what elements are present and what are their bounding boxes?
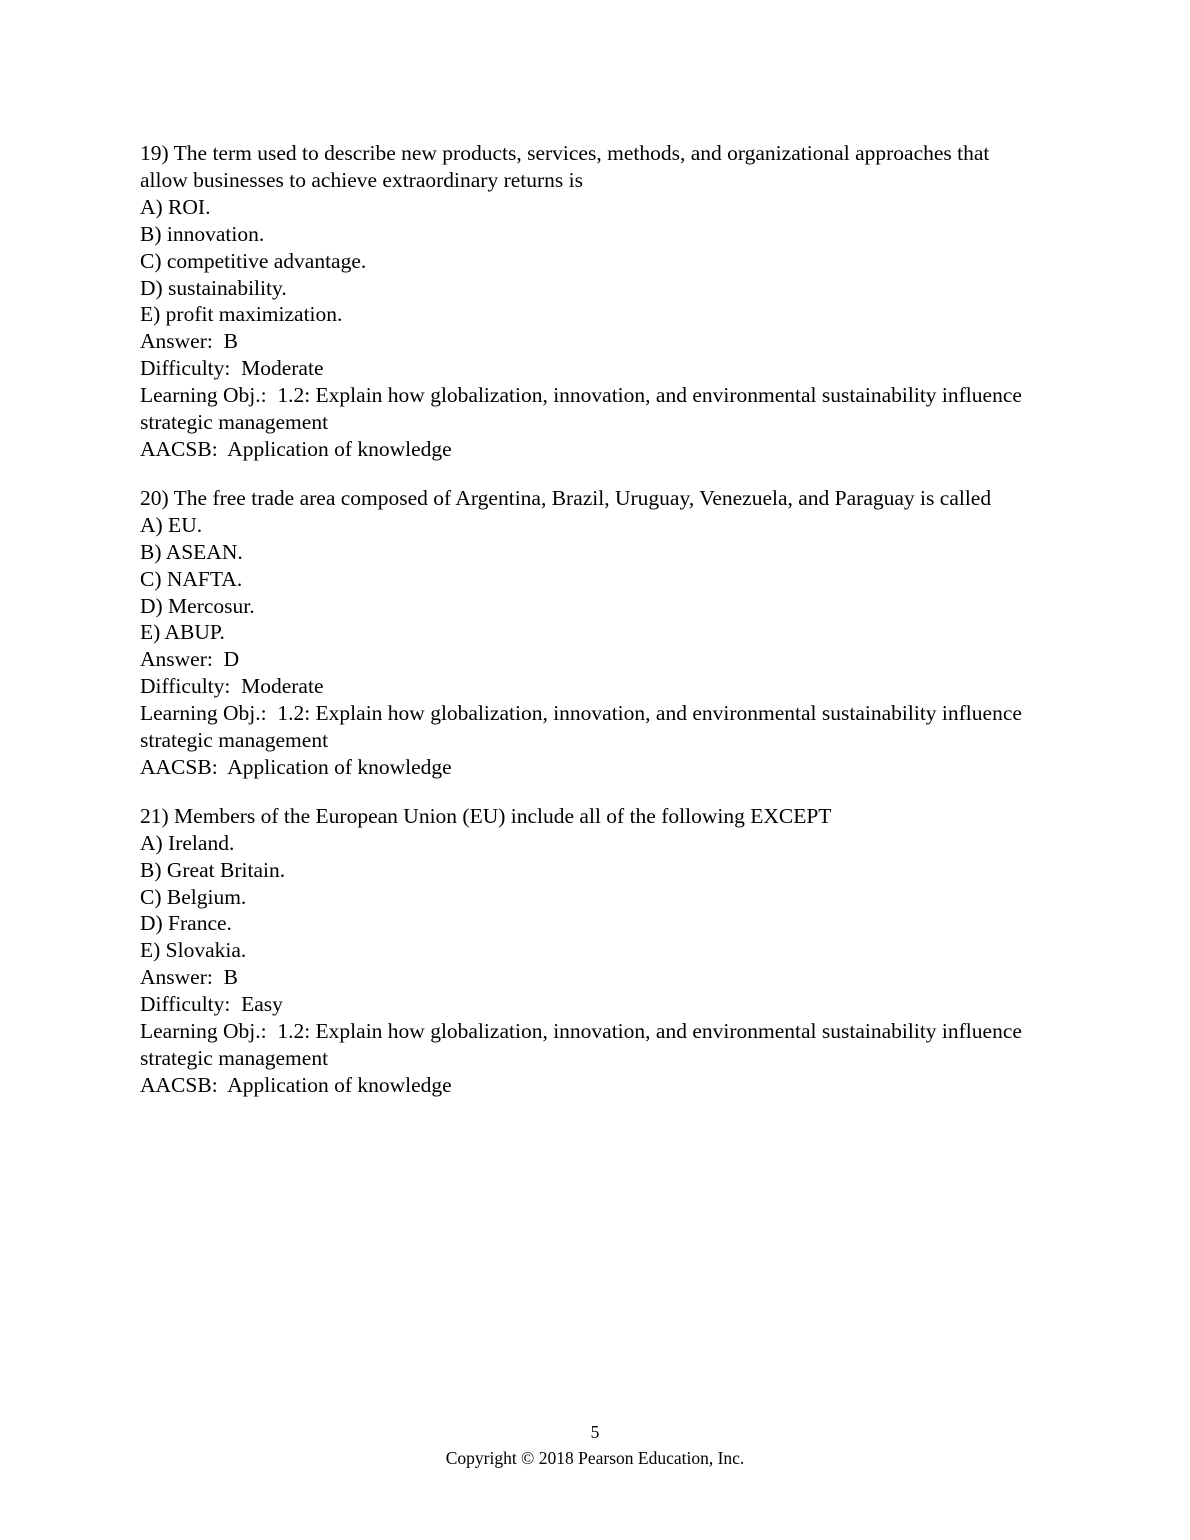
option-c: C) competitive advantage. [140,248,367,273]
option-a: A) Ireland. [140,830,235,855]
option-c: C) NAFTA. [140,566,243,591]
question-20 [140,485,1040,781]
page-number: 5 [590,1422,600,1442]
answer: Answer: B [140,329,238,354]
difficulty: Difficulty: Moderate [140,674,324,699]
option-a: A) EU. [140,512,203,537]
option-b: B) innovation. [140,221,265,246]
question-stem: 19) The term used to describe new products, services, methods, and organizational approaches that allow businesses to achieve extraordinary returns is [140,141,995,192]
learning-objective: Learning Obj.: 1.2: Explain how globalization, innovation, and environmental sustainability influence strategic management [140,701,1028,753]
option-d: D) sustainability. [140,275,287,300]
option-d: D) Mercosur. [140,593,255,618]
option-b: B) ASEAN. [140,539,243,564]
learning-objective: Learning Obj.: 1.2: Explain how globalization, innovation, and environmental sustainability influence strategic management [140,383,1028,435]
question-stem: 20) The free trade area composed of Argentina, Brazil, Uruguay, Venezuela, and Paraguay is called [140,485,992,510]
option-e: E) ABUP. [140,620,225,645]
difficulty: Difficulty: Easy [140,992,283,1017]
learning-objective: Learning Obj.: 1.2: Explain how globalization, innovation, and environmental sustainability influence strategic management [140,1019,1028,1070]
difficulty: Difficulty: Moderate [140,356,324,381]
aacsb: AACSB: Application of knowledge [140,1072,452,1097]
option-d: D) France. [140,911,232,936]
option-e: E) Slovakia. [140,938,247,963]
option-c: C) Belgium. [140,884,247,909]
question-stem: 21) Members of the European Union (EU) include all of the following EXCEPT [140,803,832,828]
answer: Answer: B [140,965,238,990]
option-e: E) profit maximization. [140,302,343,327]
option-b: B) Great Britain. [140,857,286,882]
question-19 [140,140,1040,463]
question-21 [140,803,1040,1099]
aacsb: AACSB: Application of knowledge [140,754,452,779]
aacsb: AACSB: Application of knowledge [140,436,452,461]
copyright-notice: Copyright © 2018 Pearson Education, Inc. [445,1448,745,1468]
option-a: A) ROI. [140,194,211,219]
document-page [140,140,1040,1121]
answer: Answer: D [140,647,240,672]
